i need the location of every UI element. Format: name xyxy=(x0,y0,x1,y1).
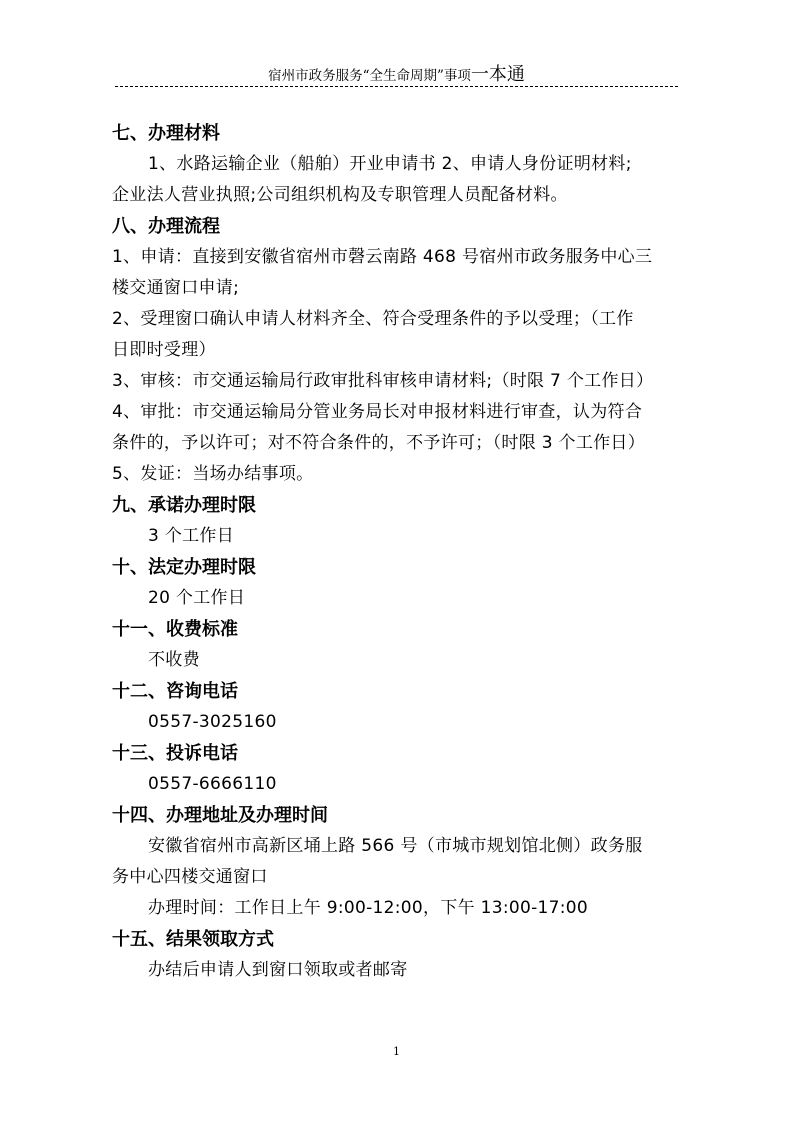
section-heading-legal: 十、法定办理时限 xyxy=(112,557,256,578)
materials-line-2: 企业法人营业执照;公司组织机构及专职管理人员配备材料。 xyxy=(112,185,568,205)
address-line-2: 务中心四楼交通窗口 xyxy=(112,867,268,887)
result-value: 办结后申请人到窗口领取或者邮寄 xyxy=(148,960,408,980)
section-heading-fee: 十一、收费标准 xyxy=(112,619,238,640)
section-heading-promise: 九、承诺办理时限 xyxy=(112,495,256,516)
section-heading-complaint: 十三、投诉电话 xyxy=(112,743,238,764)
process-step-5: 5、发证：当场办结事项。 xyxy=(112,464,314,484)
process-step-1b: 楼交通窗口申请; xyxy=(112,278,240,298)
header-title: 宿州市政务服务“全生命周期”事项 xyxy=(268,68,471,84)
header-title-tail: 一本通 xyxy=(470,64,525,85)
section-heading-consult: 十二、咨询电话 xyxy=(112,681,238,702)
process-step-2a: 2、受理窗口确认申请人材料齐全、符合受理条件的予以受理；（工作 xyxy=(112,309,634,329)
legal-value: 20 个工作日 xyxy=(148,588,246,608)
consult-phone: 0557-3025160 xyxy=(148,712,277,732)
process-step-1a: 1、申请：直接到安徽省宿州市磬云南路 468 号宿州市政务服务中心三 xyxy=(112,247,653,267)
fee-value: 不收费 xyxy=(148,650,200,670)
section-heading-address: 十四、办理地址及办理时间 xyxy=(112,805,328,826)
office-hours: 办理时间：工作日上午 9:00-12:00，下午 13:00-17:00 xyxy=(148,898,589,918)
address-line-1: 安徽省宿州市高新区埇上路 566 号（市城市规划馆北侧）政务服 xyxy=(148,836,643,856)
process-step-3: 3、审核：市交通运输局行政审批科审核申请材料;（时限 7 个工作日） xyxy=(112,371,654,391)
process-step-4b: 条件的，予以许可；对不符合条件的，不予许可；（时限 3 个工作日） xyxy=(112,433,646,453)
header-divider xyxy=(115,86,678,87)
complaint-phone: 0557-6666110 xyxy=(148,774,277,794)
materials-line-1: 1、水路运输企业（船舶）开业申请书 2、申请人身份证明材料; xyxy=(148,154,632,174)
process-step-4a: 4、审批：市交通运输局分管业务局长对申报材料进行审查，认为符合 xyxy=(112,402,643,422)
section-heading-result: 十五、结果领取方式 xyxy=(112,929,274,950)
document-body xyxy=(112,118,687,986)
page-header xyxy=(0,60,793,86)
process-step-2b: 日即时受理） xyxy=(112,340,216,360)
page-number: 1 xyxy=(393,1045,400,1058)
section-heading-materials: 七、办理材料 xyxy=(112,123,220,144)
promise-value: 3 个工作日 xyxy=(148,526,235,546)
section-heading-process: 八、办理流程 xyxy=(112,216,220,237)
